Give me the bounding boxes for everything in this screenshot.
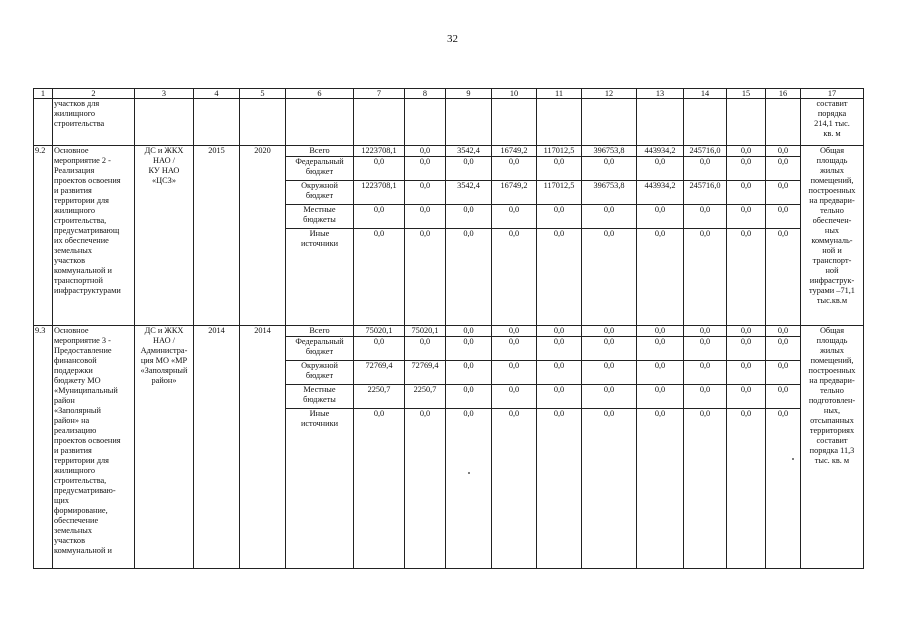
funding-value: 0,0 (582, 361, 637, 385)
empty-cell (354, 99, 405, 146)
column-number-row (34, 89, 864, 99)
funding-value: 16749,2 (492, 146, 537, 157)
funding-value: 245716,0 (684, 146, 727, 157)
executor: ДС и ЖКХ НАО / КУ НАО «ЦСЗ» (135, 146, 194, 326)
expected-result: Общая площадь жилых помещений, построенных на предвари- тельно обеспечен- ных коммуналь- ной и транспорт- ной инфраструк- турами –71,1 тыс.кв.м (801, 146, 864, 326)
empty-cell (194, 99, 240, 146)
year-end: 2014 (240, 326, 286, 569)
funding-source: Всего (286, 146, 354, 157)
funding-row (34, 146, 864, 157)
funding-source: Окружной бюджет (286, 181, 354, 205)
funding-value: 0,0 (582, 205, 637, 229)
column-number: 8 (405, 89, 446, 99)
funding-value: 0,0 (537, 409, 582, 569)
funding-source: Всего (286, 326, 354, 337)
funding-value: 0,0 (684, 157, 727, 181)
funding-source: Федеральный бюджет (286, 157, 354, 181)
funding-value: 0,0 (727, 326, 766, 337)
funding-value: 0,0 (354, 229, 405, 326)
column-number: 1 (34, 89, 53, 99)
funding-value: 0,0 (354, 157, 405, 181)
funding-value: 0,0 (492, 409, 537, 569)
year-end: 2020 (240, 146, 286, 326)
empty-cell (684, 99, 727, 146)
column-number: 6 (286, 89, 354, 99)
funding-value: 0,0 (582, 337, 637, 361)
funding-value: 0,0 (637, 326, 684, 337)
column-number: 4 (194, 89, 240, 99)
empty-cell (582, 99, 637, 146)
empty-cell (446, 99, 492, 146)
section-number: 9.3 (34, 326, 53, 569)
column-number: 2 (53, 89, 135, 99)
measure-name: Основное мероприятие 2 - Реализация проектов освоения и развития территории для жилищного строительства, предусматривающ их обеспечение земельных участков коммунальной и транспортной инфраструктурами (53, 146, 135, 326)
year-start: 2014 (194, 326, 240, 569)
funding-value: 0,0 (727, 385, 766, 409)
funding-value: 2250,7 (354, 385, 405, 409)
funding-value: 0,0 (537, 361, 582, 385)
funding-value: 0,0 (637, 337, 684, 361)
column-number: 12 (582, 89, 637, 99)
funding-value: 0,0 (354, 205, 405, 229)
funding-value: 0,0 (446, 409, 492, 569)
measure-name: Основное мероприятие 3 - Предоставление финансовой поддержки бюджету МО «Муниципальный район «Заполярный район» на реализацию проектов освоения и развития территории для жилищного строительства, предусматриваю- щих формирование, обеспечение земельных участков коммунальной и (53, 326, 135, 569)
funding-value: 0,0 (446, 157, 492, 181)
funding-value: 0,0 (492, 337, 537, 361)
year-start: 2015 (194, 146, 240, 326)
funding-value: 0,0 (492, 205, 537, 229)
funding-value: 0,0 (637, 205, 684, 229)
column-number: 14 (684, 89, 727, 99)
funding-value: 0,0 (727, 146, 766, 157)
funding-value: 0,0 (537, 337, 582, 361)
funding-value: 0,0 (637, 385, 684, 409)
funding-value: 0,0 (405, 181, 446, 205)
funding-value: 0,0 (766, 229, 801, 326)
funding-row (34, 326, 864, 337)
funding-value: 0,0 (684, 205, 727, 229)
funding-value: 0,0 (537, 326, 582, 337)
column-number: 13 (637, 89, 684, 99)
funding-value: 0,0 (727, 337, 766, 361)
column-number: 16 (766, 89, 801, 99)
empty-cell (286, 99, 354, 146)
empty-cell (637, 99, 684, 146)
funding-value: 0,0 (492, 157, 537, 181)
funding-value: 0,0 (537, 229, 582, 326)
funding-value: 396753,8 (582, 181, 637, 205)
funding-value: 0,0 (492, 361, 537, 385)
funding-value: 0,0 (446, 326, 492, 337)
funding-source: Иные источники (286, 229, 354, 326)
funding-value: 0,0 (492, 229, 537, 326)
funding-value: 245716,0 (684, 181, 727, 205)
funding-value: 0,0 (637, 409, 684, 569)
funding-value: 0,0 (492, 326, 537, 337)
funding-source: Местные бюджеты (286, 205, 354, 229)
section-number: 9.2 (34, 146, 53, 326)
funding-value: 1223708,1 (354, 181, 405, 205)
expected-result: Общая площадь жилых помещений, построенных на предвари- тельно подготовлен- ных, отсыпанных территориях составит порядка 11,3 тыс. кв. м (801, 326, 864, 569)
funding-value: 0,0 (727, 229, 766, 326)
funding-value: 0,0 (405, 146, 446, 157)
funding-value: 443934,2 (637, 146, 684, 157)
column-number: 9 (446, 89, 492, 99)
funding-value: 0,0 (766, 181, 801, 205)
funding-value: 3542,4 (446, 181, 492, 205)
funding-value: 1223708,1 (354, 146, 405, 157)
empty-cell (135, 99, 194, 146)
funding-value: 0,0 (446, 205, 492, 229)
funding-value: 0,0 (354, 337, 405, 361)
funding-value: 0,0 (446, 385, 492, 409)
funding-value: 0,0 (727, 205, 766, 229)
column-number: 11 (537, 89, 582, 99)
executor: ДС и ЖКХ НАО / Администра- ция МО «МР «Заполярный район» (135, 326, 194, 569)
funding-value: 0,0 (766, 205, 801, 229)
funding-value: 0,0 (766, 337, 801, 361)
funding-value: 0,0 (446, 229, 492, 326)
funding-value: 16749,2 (492, 181, 537, 205)
funding-value: 117012,5 (537, 181, 582, 205)
scan-speck (468, 472, 470, 474)
funding-value: 0,0 (446, 337, 492, 361)
empty-cell (240, 99, 286, 146)
column-number: 15 (727, 89, 766, 99)
funding-source: Иные источники (286, 409, 354, 569)
empty-cell (727, 99, 766, 146)
funding-value: 0,0 (727, 409, 766, 569)
funding-value: 0,0 (684, 229, 727, 326)
funding-value: 75020,1 (405, 326, 446, 337)
funding-value: 0,0 (492, 385, 537, 409)
funding-value: 0,0 (354, 409, 405, 569)
column-number: 5 (240, 89, 286, 99)
funding-value: 0,0 (766, 385, 801, 409)
funding-value: 0,0 (684, 385, 727, 409)
funding-value: 0,0 (766, 326, 801, 337)
funding-value: 0,0 (684, 326, 727, 337)
funding-value: 0,0 (582, 409, 637, 569)
funding-value: 0,0 (405, 157, 446, 181)
empty-cell (492, 99, 537, 146)
empty-cell (766, 99, 801, 146)
budget-table (33, 88, 864, 569)
funding-value: 0,0 (684, 409, 727, 569)
funding-value: 0,0 (405, 229, 446, 326)
funding-value: 0,0 (766, 157, 801, 181)
funding-value: 117012,5 (537, 146, 582, 157)
funding-value: 75020,1 (354, 326, 405, 337)
funding-value: 72769,4 (354, 361, 405, 385)
funding-value: 2250,7 (405, 385, 446, 409)
funding-value: 3542,4 (446, 146, 492, 157)
funding-value: 0,0 (446, 361, 492, 385)
funding-value: 443934,2 (637, 181, 684, 205)
column-number: 17 (801, 89, 864, 99)
funding-value: 0,0 (637, 361, 684, 385)
column-number: 10 (492, 89, 537, 99)
funding-value: 0,0 (537, 205, 582, 229)
funding-value: 0,0 (766, 361, 801, 385)
funding-value: 396753,8 (582, 146, 637, 157)
funding-value: 0,0 (727, 157, 766, 181)
funding-value: 0,0 (727, 361, 766, 385)
funding-value: 0,0 (637, 157, 684, 181)
continued-result: составит порядка 214,1 тыс. кв. м (801, 99, 864, 146)
funding-source: Федеральный бюджет (286, 337, 354, 361)
funding-value: 0,0 (684, 337, 727, 361)
funding-value: 0,0 (637, 229, 684, 326)
funding-value: 0,0 (766, 409, 801, 569)
funding-source: Местные бюджеты (286, 385, 354, 409)
funding-value: 0,0 (582, 326, 637, 337)
funding-value: 0,0 (582, 229, 637, 326)
funding-value: 0,0 (405, 409, 446, 569)
funding-value: 72769,4 (405, 361, 446, 385)
column-number: 7 (354, 89, 405, 99)
page-number: 32 (447, 33, 458, 45)
funding-value: 0,0 (537, 157, 582, 181)
funding-value: 0,0 (405, 337, 446, 361)
funding-value: 0,0 (727, 181, 766, 205)
continuation-row (34, 99, 864, 146)
funding-value: 0,0 (766, 146, 801, 157)
funding-value: 0,0 (582, 157, 637, 181)
column-number: 3 (135, 89, 194, 99)
funding-source: Окружной бюджет (286, 361, 354, 385)
continued-name: участков для жилищного строительства (53, 99, 135, 146)
scan-speck (792, 458, 794, 460)
empty-cell (405, 99, 446, 146)
empty-cell (34, 99, 53, 146)
funding-value: 0,0 (684, 361, 727, 385)
funding-value: 0,0 (405, 205, 446, 229)
empty-cell (537, 99, 582, 146)
funding-value: 0,0 (582, 385, 637, 409)
funding-value: 0,0 (537, 385, 582, 409)
